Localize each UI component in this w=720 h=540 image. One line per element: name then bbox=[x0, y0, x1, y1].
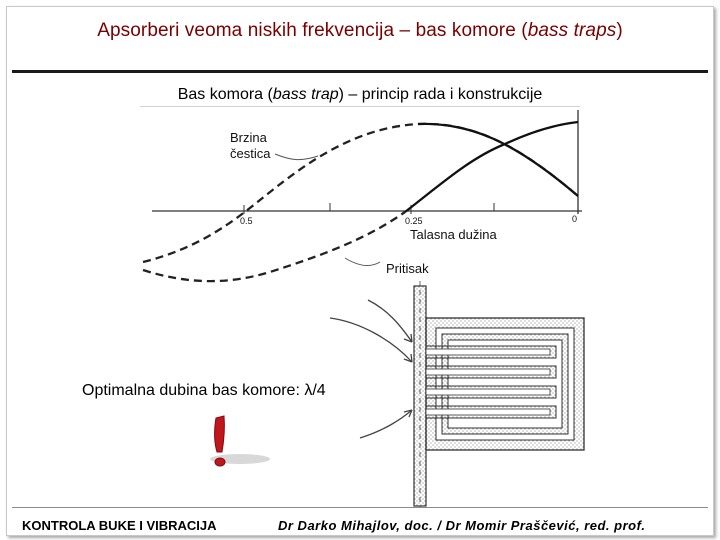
velocity-curve-solid bbox=[405, 122, 578, 212]
pressure-label: Pritisak bbox=[386, 261, 429, 276]
tick-label-0: 0 bbox=[572, 214, 578, 224]
optimal-depth-note: Optimalna dubina bas komore: λ/4 bbox=[82, 382, 326, 399]
velocity-leader bbox=[275, 154, 318, 160]
sound-arrow-2 bbox=[330, 318, 412, 362]
pressure-leader bbox=[345, 258, 380, 265]
sound-arrow-3 bbox=[360, 410, 412, 438]
tick-label-05: 0.5 bbox=[240, 216, 253, 226]
velocity-label: Brzina čestica bbox=[230, 130, 271, 161]
footer-course: KONTROLA BUKE I VIBRACIJA bbox=[22, 518, 217, 533]
sound-arrow-1 bbox=[368, 300, 412, 342]
tick-label-025: 0.25 bbox=[405, 216, 423, 226]
footer-authors: Dr Darko Mihajlov, doc. / Dr Momir Praščević, red. prof. bbox=[278, 518, 646, 533]
wavelength-label: Talasna dužina bbox=[410, 227, 497, 242]
diagram-subtitle: Bas komora (bass trap) – princip rada i konstrukcije bbox=[177, 86, 543, 103]
velocity-curve-dashed bbox=[143, 212, 405, 281]
pressure-curve-dashed bbox=[143, 124, 578, 262]
footer-divider bbox=[12, 507, 708, 508]
exclamation-icon bbox=[210, 416, 270, 466]
pressure-curve-solid bbox=[418, 124, 578, 196]
slide-title: Apsorberi veoma niskih frekvencija – bas komore (bass traps) bbox=[97, 20, 623, 41]
